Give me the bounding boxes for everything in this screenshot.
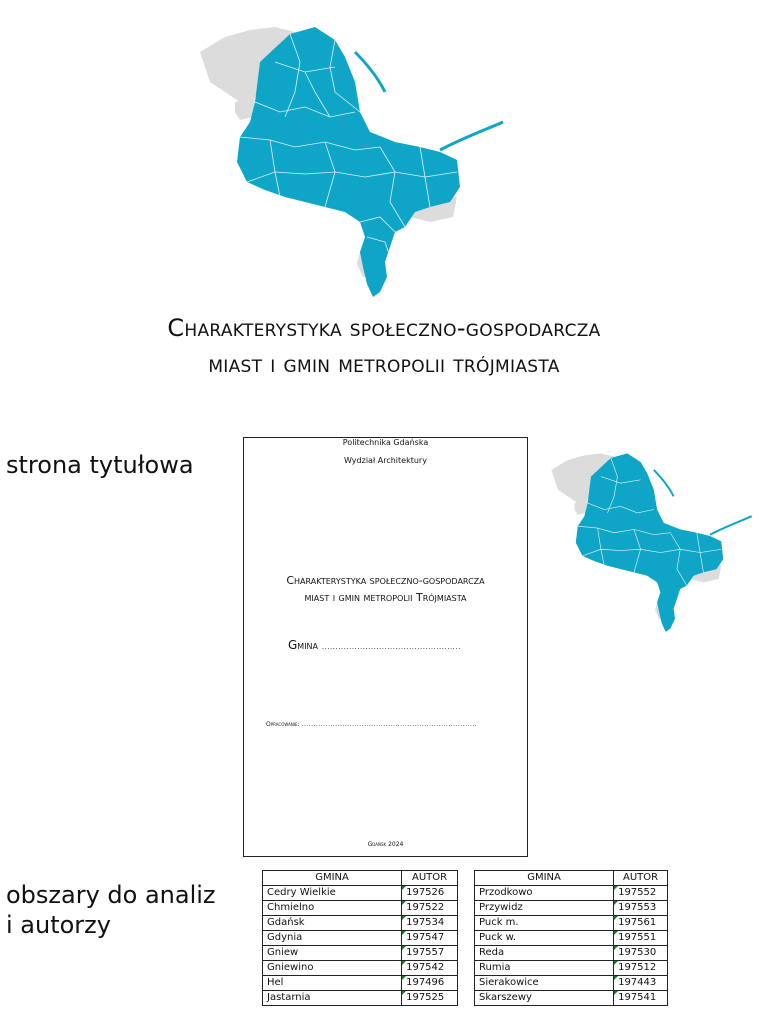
gmina-cell: Przywidz [475, 901, 614, 916]
table-row [475, 991, 668, 1006]
table-header-autor: AUTOR [402, 871, 458, 886]
main-title [0, 310, 768, 382]
title-page-gmina-label: Gmina [288, 638, 319, 652]
table-row [475, 916, 668, 931]
section-label-areas-line1: obszary do analiz [6, 881, 216, 909]
gmina-cell: Gdynia [263, 931, 402, 946]
autor-cell: 197525 [402, 991, 458, 1006]
gmina-cell: Chmielno [263, 901, 402, 916]
autor-cell: 197522 [402, 901, 458, 916]
gmina-cell: Jastarnia [263, 991, 402, 1006]
table-row [475, 931, 668, 946]
autor-cell: 197512 [614, 961, 668, 976]
table-row [475, 901, 668, 916]
title-page-author-dots: ......................................................................... [301, 721, 478, 728]
title-page-title [244, 572, 527, 606]
gmina-cell: Sierakowice [475, 976, 614, 991]
title-page-footer: Gdańsk 2024 [367, 841, 404, 848]
title-page-gmina-field [288, 638, 461, 652]
metropolis-region-small [576, 453, 723, 632]
section-label-title-page: strona tytułowa [6, 451, 194, 479]
metropolis-region [237, 27, 460, 297]
table-header-gmina: GMINA [475, 871, 614, 886]
vistula-spit-small [710, 516, 752, 535]
table-row [263, 976, 458, 991]
vistula-spit [440, 122, 503, 150]
table-row [475, 886, 668, 901]
section-label-areas [6, 880, 216, 940]
autor-cell: 197557 [402, 946, 458, 961]
gmina-cell: Gniew [263, 946, 402, 961]
gmina-cell: Przodkowo [475, 886, 614, 901]
table-row [263, 991, 458, 1006]
autor-cell: 197561 [614, 916, 668, 931]
gmina-cell: Gniewino [263, 961, 402, 976]
table-header-gmina: GMINA [263, 871, 402, 886]
hel-peninsula [355, 52, 385, 92]
table-row [475, 946, 668, 961]
autor-cell: 197541 [614, 991, 668, 1006]
table-row [475, 961, 668, 976]
title-page-faculty: Wydział Architektury [344, 456, 427, 465]
gmina-table-left [262, 870, 458, 1006]
autor-cell: 197443 [614, 976, 668, 991]
table-row [263, 916, 458, 931]
metropolis-map-small [548, 450, 753, 632]
autor-cell: 197542 [402, 961, 458, 976]
main-title-line1: Charakterystyka społeczno-gospodarcza [167, 314, 601, 342]
gmina-cell: Rumia [475, 961, 614, 976]
gmina-cell: Puck w. [475, 931, 614, 946]
autor-cell: 197551 [614, 931, 668, 946]
gmina-cell: Cedry Wielkie [263, 886, 402, 901]
table-row [263, 901, 458, 916]
title-page-gmina-dots: ................................................... [321, 643, 461, 651]
gmina-cell: Gdańsk [263, 916, 402, 931]
main-title-line2: miast i gmin metropolii trójmiasta [208, 350, 560, 378]
table-header-autor: AUTOR [614, 871, 668, 886]
metropolis-map-large-svg [195, 22, 505, 297]
hel-peninsula-small [654, 470, 674, 496]
title-page-title-line2: miast i gmin metropolii Trójmiasta [304, 591, 467, 604]
table-row [475, 976, 668, 991]
title-page-title-line1: Charakterystyka społeczno-gospodarcza [286, 574, 485, 587]
title-page-university: Politechnika Gdańska [342, 438, 429, 447]
table-row [263, 886, 458, 901]
section-label-areas-line2: i autorzy [6, 911, 111, 939]
autor-cell: 197526 [402, 886, 458, 901]
table-row [263, 946, 458, 961]
table-row [263, 931, 458, 946]
autor-cell: 197496 [402, 976, 458, 991]
autor-cell: 197547 [402, 931, 458, 946]
gmina-cell: Hel [263, 976, 402, 991]
autor-cell: 197530 [614, 946, 668, 961]
metropolis-map-large [195, 22, 505, 297]
table-header-row [263, 871, 458, 886]
table-row [263, 961, 458, 976]
gmina-cell: Puck m. [475, 916, 614, 931]
gmina-table-right [474, 870, 668, 1006]
title-page-author-field [266, 721, 477, 728]
autor-cell: 197553 [614, 901, 668, 916]
metropolis-map-small-svg [548, 450, 753, 632]
gmina-cell: Skarszewy [475, 991, 614, 1006]
title-page-preview [243, 437, 528, 857]
table-header-row [475, 871, 668, 886]
autor-cell: 197552 [614, 886, 668, 901]
title-page-author-label: Opracowanie: [266, 721, 300, 728]
autor-cell: 197534 [402, 916, 458, 931]
gmina-cell: Reda [475, 946, 614, 961]
